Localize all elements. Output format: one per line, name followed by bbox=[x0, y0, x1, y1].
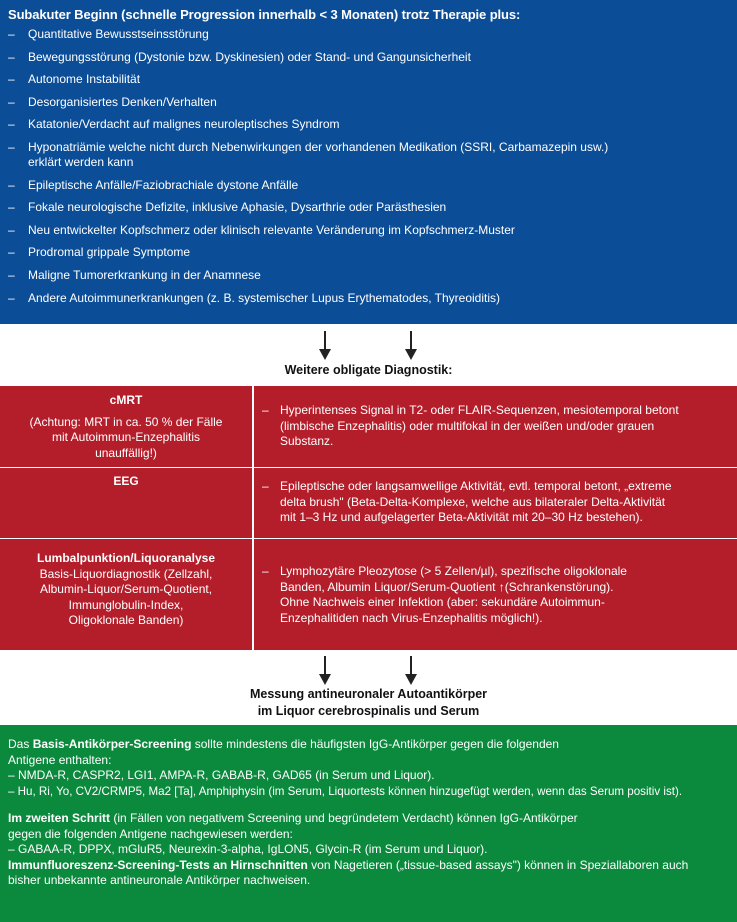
criteria-item: – Hyponatriämie welche nicht durch Nebenwirkungen der vorhandenen Medikation (SSRI, Carbamazepin usw.) erklärt werden kann bbox=[8, 139, 609, 169]
criteria-title: Subakuter Beginn (schnelle Progression innerhalb < 3 Monaten) trotz Therapie plus: bbox=[8, 7, 521, 22]
criteria-item: – Bewegungsstörung (Dystonie bzw. Dyskinesien) oder Stand- und Gangunsicherheit bbox=[8, 49, 471, 64]
down-arrow-icon bbox=[405, 331, 417, 361]
criteria-list bbox=[8, 27, 729, 306]
criteria-item: – Maligne Tumorerkrankung in der Anamnese bbox=[8, 267, 261, 282]
antibody-heading: Messung antineuronaler Autoantikörper im Liquor cerebrospinalis und Serum bbox=[249, 687, 488, 718]
diagnostics-method: EEG bbox=[113, 474, 139, 488]
diagnostics-finding: – Lymphozytäre Pleozytose (> 5 Zellen/µl), spezifische oligoklonale Banden, Albumin Liquor/Serum-Quotient ↑(Schrankenstörung). Ohne Nachweis einer Infektion (aber: sekundäre Autoimmun- Enzephalitiden nach Virus-Enzephalitis möglich!). bbox=[262, 564, 627, 625]
criteria-item: – Autonome Instabilität bbox=[8, 72, 141, 87]
criteria-item: – Epileptische Anfälle/Faziobrachiale dystone Anfälle bbox=[8, 177, 299, 192]
flow-arrows-bottom bbox=[0, 656, 737, 690]
diagnostics-row-eeg bbox=[0, 467, 737, 539]
diagnostics-finding: – Hyperintenses Signal in T2- oder FLAIR-Sequenzen, mesiotemporal betont (limbische Enzephalitis) oder multifokal in der weißen und/oder grauen Substanz. bbox=[262, 403, 679, 448]
diagnostics-heading: Weitere obligate Diagnostik: bbox=[284, 363, 453, 377]
down-arrow-icon bbox=[319, 656, 331, 686]
antibody-basic-screening: Das Basis-Antikörper-Screening sollte mindestens die häufigsten IgG-Antikörper gegen die folgenden Antigene enthalten: – NMDA-R, CASPR2, LGI1, AMPA-R, GABAB-R, GAD65 (in Serum und Liquor). – Hu, Ri, Yo, CV2/CRMP5, Ma2 [Ta], Amphiphysin (im Serum, Liquortests können hinzugefügt werden, wenn das Serum positiv ist). bbox=[8, 737, 683, 798]
criteria-item: – Quantitative Bewusstseinsstörung bbox=[8, 27, 209, 41]
criteria-item: – Prodromal grippale Symptome bbox=[8, 245, 191, 260]
antibody-second-step: Im zweiten Schritt (in Fällen von negativem Screening und begründetem Verdacht) können IgG-Antikörper gegen die folgenden Antigene nachgewiesen werden: – GABAA-R, DPPX, mGluR5, Neurexin-3-alpha, IgLON5, Glycin-R (im Serum und Liquor). Immunfluoreszenz-Screening-Tests an Hirnschnitten von Nagetieren („tissue-based assays") können in Speziallaboren auch bisher unbekannte antineuronale Antikörper nachweisen. bbox=[8, 811, 689, 887]
flow-arrows-top bbox=[0, 331, 737, 365]
antibody-box bbox=[0, 725, 737, 922]
diagnostics-row-cmrt bbox=[0, 386, 737, 467]
criteria-item: – Andere Autoimmunerkrankungen (z. B. systemischer Lupus Erythematodes, Thyreoiditis) bbox=[8, 290, 500, 305]
criteria-item: – Fokale neurologische Defizite, inklusive Aphasie, Dysarthrie oder Parästhesien bbox=[8, 200, 447, 215]
column-divider bbox=[252, 386, 254, 650]
diagnostics-method: Lumbalpunktion/Liquoranalyse Basis-Liquordiagnostik (Zellzahl, Albumin-Liquor/Serum-Quotient, Immunglobulin-Index, Oligoklonale Banden) bbox=[36, 551, 215, 627]
criteria-box bbox=[0, 0, 737, 324]
criteria-item: – Neu entwickelter Kopfschmerz oder klinisch relevante Veränderung im Kopfschmerz-Muster bbox=[8, 222, 515, 237]
criteria-item: – Katatonie/Verdacht auf malignes neuroleptisches Syndrom bbox=[8, 117, 340, 132]
criteria-item: – Desorganisiertes Denken/Verhalten bbox=[8, 94, 217, 109]
down-arrow-icon bbox=[319, 331, 331, 361]
diagnostics-box bbox=[0, 386, 737, 650]
diagnostics-row-lumbar bbox=[0, 538, 737, 651]
diagnostics-finding: – Epileptische oder langsamwellige Aktivität, evtl. temporal betont, „extreme delta brush" (Beta-Delta-Komplexe, welche aus bilateraler Delta-Aktivität mit 1–3 Hz und aufgelagerter Beta-Aktivität mit 20–30 Hz bestehen). bbox=[262, 479, 672, 524]
down-arrow-icon bbox=[405, 656, 417, 686]
diagnostics-method: cMRT (Achtung: MRT in ca. 50 % der Fälle mit Autoimmun-Enzephalitis unauffällig!) bbox=[29, 393, 223, 460]
